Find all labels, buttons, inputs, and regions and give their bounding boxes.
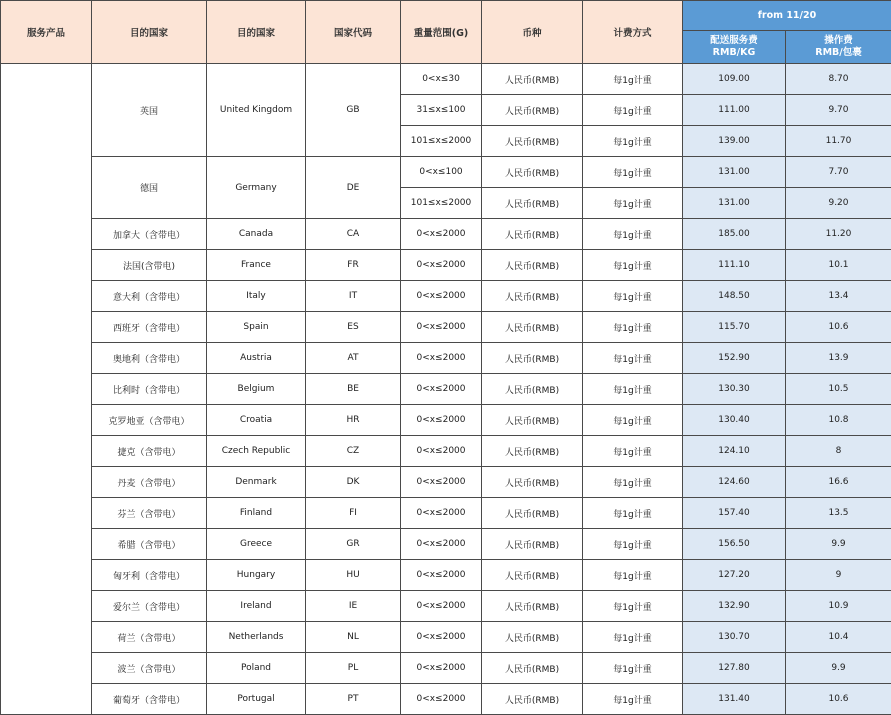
- country-code-cell: GB: [306, 64, 401, 157]
- country-en-cell: Finland: [207, 498, 306, 529]
- delivery-fee-cell: 111.00: [683, 95, 786, 126]
- country-code-cell: DE: [306, 157, 401, 219]
- delivery-fee-cell: 131.00: [683, 188, 786, 219]
- service-product-cell: [1, 64, 92, 715]
- header-delivery-fee-line2: RMB/KG: [712, 47, 756, 58]
- table-row: [1, 405, 891, 436]
- weight-range-cell: 0<x≤2000: [401, 219, 482, 250]
- table-body: [1, 64, 891, 715]
- table-row: [1, 653, 891, 684]
- currency-cell: 人民币(RMB): [482, 64, 583, 95]
- country-en-cell: Ireland: [207, 591, 306, 622]
- currency-cell: 人民币(RMB): [482, 529, 583, 560]
- delivery-fee-cell: 131.00: [683, 157, 786, 188]
- delivery-fee-cell: 130.40: [683, 405, 786, 436]
- country-code-cell: PT: [306, 684, 401, 715]
- country-en-cell: Croatia: [207, 405, 306, 436]
- weight-range-cell: 0<x≤2000: [401, 436, 482, 467]
- delivery-fee-cell: 139.00: [683, 126, 786, 157]
- currency-cell: 人民币(RMB): [482, 684, 583, 715]
- currency-cell: 人民币(RMB): [482, 188, 583, 219]
- weight-range-cell: 0<x≤2000: [401, 343, 482, 374]
- handling-fee-cell: 16.6: [786, 467, 891, 498]
- country-cn-cell: 比利时（含带电）: [92, 374, 207, 405]
- handling-fee-cell: 13.5: [786, 498, 891, 529]
- weight-range-cell: 0<x≤2000: [401, 653, 482, 684]
- country-en-cell: Italy: [207, 281, 306, 312]
- country-en-cell: France: [207, 250, 306, 281]
- country-code-cell: CA: [306, 219, 401, 250]
- header-handling-fee-line2: RMB/包裹: [815, 47, 862, 58]
- billing-method-cell: 每1g计重: [583, 529, 683, 560]
- header-country-code: 国家代码: [306, 1, 401, 64]
- weight-range-cell: 0<x≤2000: [401, 622, 482, 653]
- handling-fee-cell: 10.6: [786, 312, 891, 343]
- currency-cell: 人民币(RMB): [482, 219, 583, 250]
- billing-method-cell: 每1g计重: [583, 498, 683, 529]
- currency-cell: 人民币(RMB): [482, 498, 583, 529]
- country-cn-cell: 西班牙（含带电）: [92, 312, 207, 343]
- weight-range-cell: 0<x≤2000: [401, 281, 482, 312]
- header-currency: 币种: [482, 1, 583, 64]
- header-dest-country-en: 目的国家: [207, 1, 306, 64]
- billing-method-cell: 每1g计重: [583, 684, 683, 715]
- country-cn-cell: 爱尔兰（含带电）: [92, 591, 207, 622]
- currency-cell: 人民币(RMB): [482, 653, 583, 684]
- table-row: [1, 436, 891, 467]
- weight-range-cell: 0<x≤2000: [401, 591, 482, 622]
- country-code-cell: FR: [306, 250, 401, 281]
- country-cn-cell: 意大利（含带电）: [92, 281, 207, 312]
- table-row: [1, 64, 891, 95]
- currency-cell: 人民币(RMB): [482, 591, 583, 622]
- billing-method-cell: 每1g计重: [583, 219, 683, 250]
- weight-range-cell: 31≤x≤100: [401, 95, 482, 126]
- currency-cell: 人民币(RMB): [482, 157, 583, 188]
- weight-range-cell: 0<x≤2000: [401, 529, 482, 560]
- weight-range-cell: 0<x≤2000: [401, 250, 482, 281]
- weight-range-cell: 0<x≤100: [401, 157, 482, 188]
- weight-range-cell: 101≤x≤2000: [401, 188, 482, 219]
- country-en-cell: Portugal: [207, 684, 306, 715]
- country-cn-cell: 加拿大（含带电）: [92, 219, 207, 250]
- country-en-cell: United Kingdom: [207, 64, 306, 157]
- handling-fee-cell: 13.9: [786, 343, 891, 374]
- billing-method-cell: 每1g计重: [583, 343, 683, 374]
- billing-method-cell: 每1g计重: [583, 281, 683, 312]
- handling-fee-cell: 11.20: [786, 219, 891, 250]
- delivery-fee-cell: 124.10: [683, 436, 786, 467]
- billing-method-cell: 每1g计重: [583, 188, 683, 219]
- header-row-1: [1, 1, 891, 31]
- country-en-cell: Netherlands: [207, 622, 306, 653]
- weight-range-cell: 101≤x≤2000: [401, 126, 482, 157]
- billing-method-cell: 每1g计重: [583, 312, 683, 343]
- delivery-fee-cell: 130.30: [683, 374, 786, 405]
- currency-cell: 人民币(RMB): [482, 250, 583, 281]
- country-en-cell: Greece: [207, 529, 306, 560]
- country-en-cell: Spain: [207, 312, 306, 343]
- weight-range-cell: 0<x≤30: [401, 64, 482, 95]
- handling-fee-cell: 8.70: [786, 64, 891, 95]
- delivery-fee-cell: 127.80: [683, 653, 786, 684]
- country-code-cell: HU: [306, 560, 401, 591]
- delivery-fee-cell: 156.50: [683, 529, 786, 560]
- country-en-cell: Hungary: [207, 560, 306, 591]
- header-handling-fee: [786, 31, 891, 64]
- country-cn-cell: 英国: [92, 64, 207, 157]
- currency-cell: 人民币(RMB): [482, 467, 583, 498]
- weight-range-cell: 0<x≤2000: [401, 560, 482, 591]
- header-service-product: 服务产品: [1, 1, 92, 64]
- handling-fee-cell: 13.4: [786, 281, 891, 312]
- billing-method-cell: 每1g计重: [583, 250, 683, 281]
- country-cn-cell: 德国: [92, 157, 207, 219]
- billing-method-cell: 每1g计重: [583, 622, 683, 653]
- delivery-fee-cell: 124.60: [683, 467, 786, 498]
- handling-fee-cell: 10.9: [786, 591, 891, 622]
- handling-fee-cell: 10.8: [786, 405, 891, 436]
- handling-fee-cell: 9: [786, 560, 891, 591]
- delivery-fee-cell: 131.40: [683, 684, 786, 715]
- table-row: [1, 374, 891, 405]
- table-row: [1, 560, 891, 591]
- header-dest-country-cn: 目的国家: [92, 1, 207, 64]
- country-code-cell: PL: [306, 653, 401, 684]
- handling-fee-cell: 9.70: [786, 95, 891, 126]
- country-code-cell: IT: [306, 281, 401, 312]
- weight-range-cell: 0<x≤2000: [401, 374, 482, 405]
- table-row: [1, 250, 891, 281]
- country-code-cell: DK: [306, 467, 401, 498]
- handling-fee-cell: 9.9: [786, 653, 891, 684]
- currency-cell: 人民币(RMB): [482, 343, 583, 374]
- billing-method-cell: 每1g计重: [583, 157, 683, 188]
- table-row: [1, 498, 891, 529]
- country-en-cell: Czech Republic: [207, 436, 306, 467]
- table-row: [1, 281, 891, 312]
- currency-cell: 人民币(RMB): [482, 281, 583, 312]
- billing-method-cell: 每1g计重: [583, 467, 683, 498]
- handling-fee-cell: 8: [786, 436, 891, 467]
- weight-range-cell: 0<x≤2000: [401, 312, 482, 343]
- weight-range-cell: 0<x≤2000: [401, 498, 482, 529]
- delivery-fee-cell: 157.40: [683, 498, 786, 529]
- delivery-fee-cell: 127.20: [683, 560, 786, 591]
- header-delivery-fee: [683, 31, 786, 64]
- country-code-cell: IE: [306, 591, 401, 622]
- table-row: [1, 157, 891, 188]
- header-date-group: from 11/20: [683, 1, 891, 31]
- billing-method-cell: 每1g计重: [583, 591, 683, 622]
- country-en-cell: Austria: [207, 343, 306, 374]
- billing-method-cell: 每1g计重: [583, 405, 683, 436]
- delivery-fee-cell: 132.90: [683, 591, 786, 622]
- table-row: [1, 529, 891, 560]
- delivery-fee-cell: 111.10: [683, 250, 786, 281]
- weight-range-cell: 0<x≤2000: [401, 684, 482, 715]
- country-code-cell: ES: [306, 312, 401, 343]
- weight-range-cell: 0<x≤2000: [401, 405, 482, 436]
- country-cn-cell: 葡萄牙（含带电）: [92, 684, 207, 715]
- table-row: [1, 622, 891, 653]
- country-cn-cell: 法国(含带电): [92, 250, 207, 281]
- currency-cell: 人民币(RMB): [482, 560, 583, 591]
- billing-method-cell: 每1g计重: [583, 64, 683, 95]
- billing-method-cell: 每1g计重: [583, 95, 683, 126]
- handling-fee-cell: 10.1: [786, 250, 891, 281]
- currency-cell: 人民币(RMB): [482, 312, 583, 343]
- header-billing-method: 计费方式: [583, 1, 683, 64]
- country-cn-cell: 芬兰（含带电）: [92, 498, 207, 529]
- country-code-cell: HR: [306, 405, 401, 436]
- table-row: [1, 312, 891, 343]
- table-row: [1, 343, 891, 374]
- country-cn-cell: 克罗地亚（含带电）: [92, 405, 207, 436]
- country-en-cell: Canada: [207, 219, 306, 250]
- country-code-cell: BE: [306, 374, 401, 405]
- table-row: [1, 219, 891, 250]
- weight-range-cell: 0<x≤2000: [401, 467, 482, 498]
- country-cn-cell: 丹麦（含带电）: [92, 467, 207, 498]
- country-en-cell: Belgium: [207, 374, 306, 405]
- currency-cell: 人民币(RMB): [482, 436, 583, 467]
- delivery-fee-cell: 148.50: [683, 281, 786, 312]
- currency-cell: 人民币(RMB): [482, 95, 583, 126]
- country-code-cell: GR: [306, 529, 401, 560]
- country-code-cell: NL: [306, 622, 401, 653]
- table-header: [1, 1, 891, 64]
- billing-method-cell: 每1g计重: [583, 436, 683, 467]
- table-row: [1, 591, 891, 622]
- country-cn-cell: 波兰（含带电）: [92, 653, 207, 684]
- billing-method-cell: 每1g计重: [583, 126, 683, 157]
- country-code-cell: AT: [306, 343, 401, 374]
- delivery-fee-cell: 152.90: [683, 343, 786, 374]
- handling-fee-cell: 10.5: [786, 374, 891, 405]
- country-cn-cell: 捷克（含带电）: [92, 436, 207, 467]
- table-row: [1, 467, 891, 498]
- handling-fee-cell: 9.20: [786, 188, 891, 219]
- header-weight-range: 重量范围(G): [401, 1, 482, 64]
- country-code-cell: CZ: [306, 436, 401, 467]
- delivery-fee-cell: 115.70: [683, 312, 786, 343]
- handling-fee-cell: 9.9: [786, 529, 891, 560]
- currency-cell: 人民币(RMB): [482, 405, 583, 436]
- country-cn-cell: 奥地利（含带电）: [92, 343, 207, 374]
- currency-cell: 人民币(RMB): [482, 374, 583, 405]
- handling-fee-cell: 10.4: [786, 622, 891, 653]
- delivery-fee-cell: 109.00: [683, 64, 786, 95]
- country-cn-cell: 荷兰（含带电）: [92, 622, 207, 653]
- header-delivery-fee-line1: 配送服务费: [710, 35, 758, 46]
- country-en-cell: Germany: [207, 157, 306, 219]
- country-en-cell: Poland: [207, 653, 306, 684]
- delivery-fee-cell: 185.00: [683, 219, 786, 250]
- currency-cell: 人民币(RMB): [482, 126, 583, 157]
- billing-method-cell: 每1g计重: [583, 374, 683, 405]
- billing-method-cell: 每1g计重: [583, 653, 683, 684]
- handling-fee-cell: 10.6: [786, 684, 891, 715]
- country-cn-cell: 匈牙利（含带电）: [92, 560, 207, 591]
- country-code-cell: FI: [306, 498, 401, 529]
- handling-fee-cell: 7.70: [786, 157, 891, 188]
- delivery-fee-cell: 130.70: [683, 622, 786, 653]
- handling-fee-cell: 11.70: [786, 126, 891, 157]
- currency-cell: 人民币(RMB): [482, 622, 583, 653]
- country-en-cell: Denmark: [207, 467, 306, 498]
- header-handling-fee-line1: 操作费: [824, 35, 853, 46]
- billing-method-cell: 每1g计重: [583, 560, 683, 591]
- table-row: [1, 684, 891, 715]
- country-cn-cell: 希腊（含带电）: [92, 529, 207, 560]
